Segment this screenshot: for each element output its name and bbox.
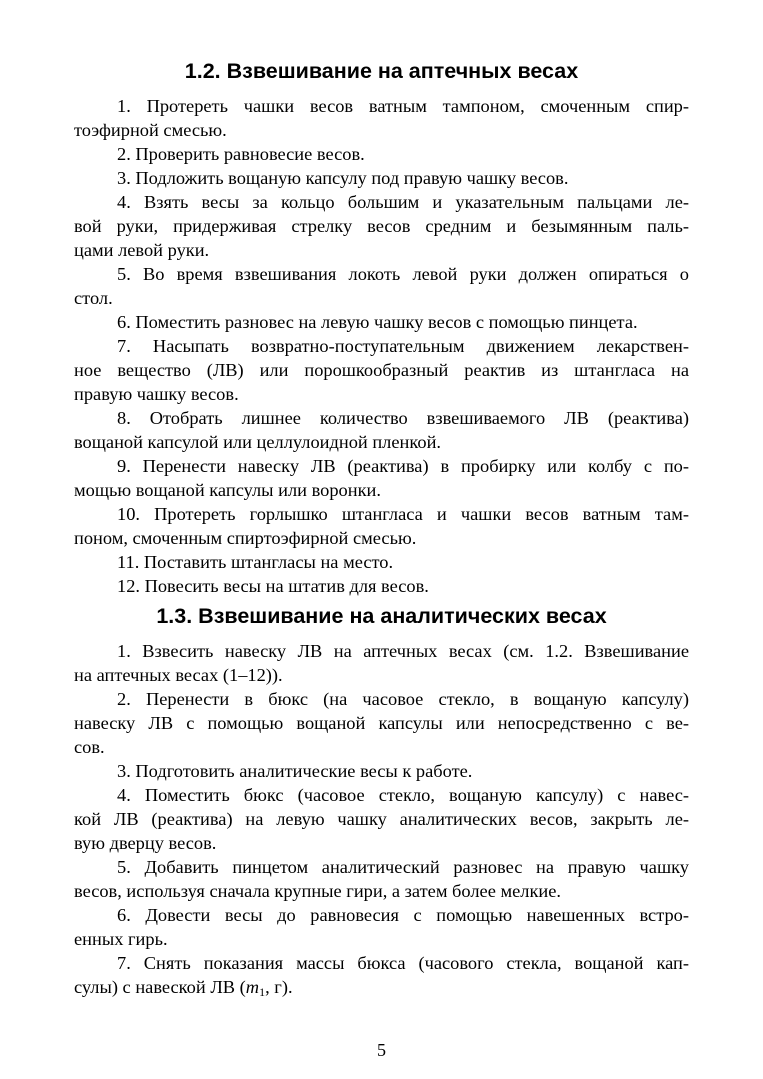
paragraph-line: 2. Проверить равновесие весов. — [117, 144, 365, 164]
line-text-after: , г). — [265, 977, 293, 997]
paragraph-line: 7. Насыпать возвратно-поступательным движением лекарствен- — [117, 336, 689, 356]
paragraph-line: 11. Поставить штангласы на место. — [117, 552, 394, 572]
paragraph-line: цами левой руки. — [74, 240, 210, 260]
paragraph-line: 6. Довести весы до равновесия с помощью навешенных встро- — [117, 905, 689, 925]
paragraph-line: весов, используя сначала крупные гири, а затем более мелкие. — [74, 881, 561, 901]
paragraph-line: 2. Перенести в бюкс (на часовое стекло, в вощаную капсулу) — [117, 689, 689, 709]
paragraph-line: ное вещество (ЛВ) или порошкообразный реактив из штангласа на — [74, 360, 689, 380]
paragraph-line: навеску ЛВ с помощью вощаной капсулы или непосредственно с ве- — [74, 713, 689, 733]
paragraph-line: 3. Подложить вощаную капсулу под правую чашку весов. — [117, 168, 569, 188]
paragraph-line: енных гирь. — [74, 929, 168, 949]
paragraph-line: тоэфирной смесью. — [74, 120, 227, 140]
paragraph-line: 7. Снять показания массы бюкса (часового стекла, вощаной кап- — [117, 953, 689, 973]
paragraph-line: на аптечных весах (1–12)). — [74, 665, 283, 685]
line-text-before: сулы) с навеской ЛВ ( — [74, 977, 246, 997]
paragraph-line: мощью вощаной капсулы или воронки. — [74, 480, 381, 500]
mass-subscript: 1 — [259, 985, 266, 999]
paragraph-line: 5. Во время взвешивания локоть левой руки должен опираться о — [117, 264, 689, 284]
paragraph-line: 1. Взвесить навеску ЛВ на аптечных весах (см. 1.2. Взвешивание — [117, 641, 689, 661]
page-number: 5 — [377, 1040, 386, 1060]
paragraph-line: 9. Перенести навеску ЛВ (реактива) в пробирку или колбу с по- — [117, 456, 689, 476]
paragraph-line-formula — [74, 975, 689, 999]
paragraph-line: 4. Поместить бюкс (часовое стекло, вощаную капсулу) с навес- — [117, 785, 689, 805]
paragraph-line: 5. Добавить пинцетом аналитический разновес на правую чашку — [117, 857, 689, 877]
paragraph-line: поном, смоченным спиртоэфирной смесью. — [74, 528, 417, 548]
paragraph-line: 3. Подготовить аналитические весы к работе. — [117, 761, 473, 781]
paragraph-line: 10. Протереть горлышко штангласа и чашки весов ватным там- — [117, 504, 689, 524]
paragraph-line: правую чашку весов. — [74, 384, 239, 404]
paragraph-line: кой ЛВ (реактива) на левую чашку аналитических весов, закрыть ле- — [74, 809, 689, 829]
paragraph-line: 6. Поместить разновес на левую чашку весов с помощью пинцета. — [117, 312, 638, 332]
section-title-1-2: 1.2. Взвешивание на аптечных весах — [184, 59, 579, 83]
paragraph-line: вощаной капсулой или целлулоидной пленкой. — [74, 432, 442, 452]
paragraph-line: 8. Отобрать лишнее количество взвешиваемого ЛВ (реактива) — [117, 408, 689, 428]
section-title-1-3: 1.3. Взвешивание на аналитических весах — [156, 604, 607, 628]
mass-variable: m — [245, 977, 260, 997]
paragraph-line: стол. — [74, 288, 113, 308]
paragraph-line: 4. Взять весы за кольцо большим и указательным пальцами ле- — [117, 192, 689, 212]
paragraph-line: сов. — [74, 737, 105, 757]
paragraph-line: 1. Протереть чашки весов ватным тампоном, смоченным спир- — [117, 96, 689, 116]
paragraph-line: вой руки, придерживая стрелку весов средним и безымянным паль- — [74, 216, 689, 236]
paragraph-line: 12. Повесить весы на штатив для весов. — [117, 576, 429, 596]
paragraph-line: вую дверцу весов. — [74, 833, 217, 853]
